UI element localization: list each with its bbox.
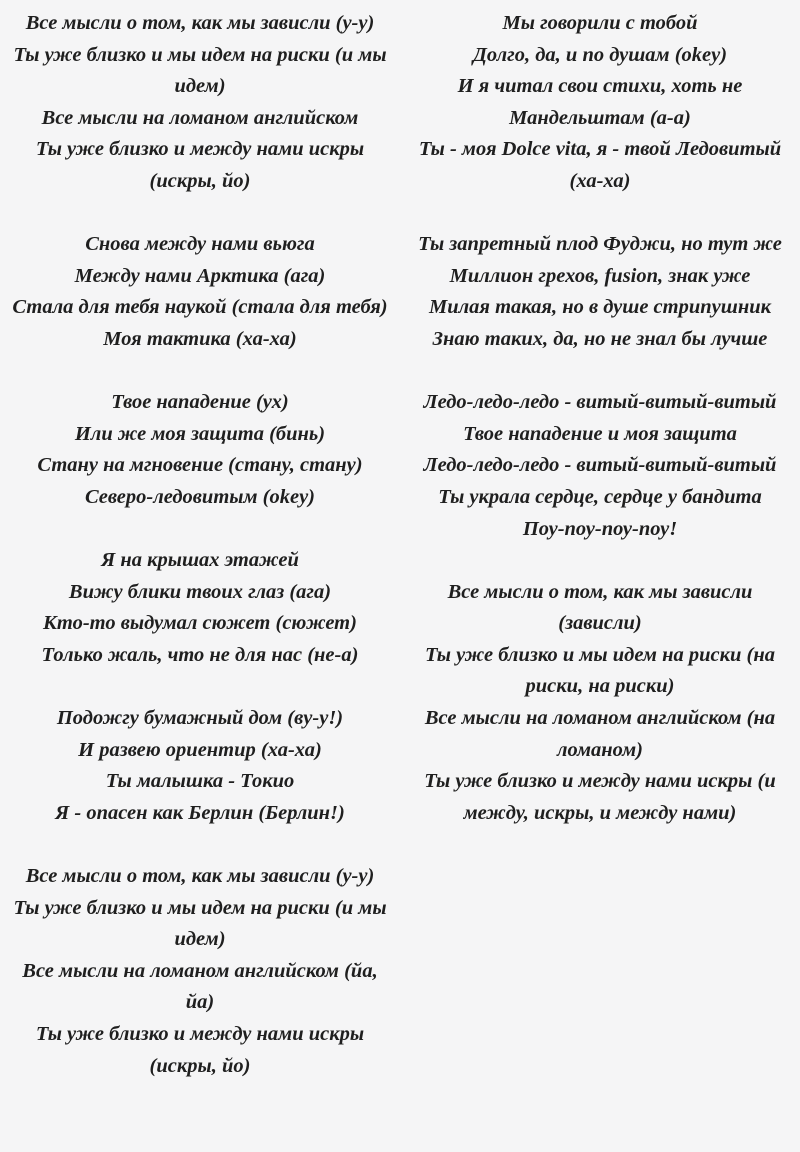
- lyric-line: Ты уже близко и между нами искры (и между, искры, и между нами): [424, 770, 776, 824]
- lyric-line: Знаю таких, да, но не знал бы лучше: [432, 327, 768, 350]
- lyric-line: Ты - моя Dolce vita, я - твой Ледовитый (ха-ха): [418, 138, 782, 192]
- lyric-line: Только жаль, что не для нас (не-а): [41, 643, 359, 666]
- lyric-line: Между нами Арктика (ага): [74, 264, 326, 287]
- lyric-line: Ты малышка - Токио: [105, 770, 295, 793]
- lyric-line: Стала для тебя наукой (стала для тебя): [12, 296, 388, 319]
- lyric-line: Ты уже близко и мы идем на риски (и мы идем): [13, 896, 387, 951]
- lyric-line: Ты украла сердце, сердце у бандита: [438, 485, 762, 508]
- lyrics-column-left: [0, 8, 400, 1114]
- lyric-line: И я читал свои стихи, хоть не Мандельштам (а-а): [457, 75, 743, 129]
- lyric-line: Твое нападение и моя защита: [463, 422, 737, 445]
- stanza: [406, 577, 794, 830]
- lyric-line: Я на крышах этажей: [101, 549, 299, 572]
- stanza: [406, 8, 794, 198]
- stanza: [6, 703, 394, 829]
- lyric-line: Все мысли на ломаном английском (на ломаном): [424, 707, 776, 761]
- lyric-line: Кто-то выдумал сюжет (сюжет): [43, 612, 357, 635]
- lyric-line: Ледо-ледо-ледо - витый-витый-витый: [423, 391, 777, 414]
- stanza: [6, 8, 394, 198]
- lyric-line: И развею ориентир (ха-ха): [78, 738, 322, 761]
- lyric-line: Милая такая, но в душе стрипушник: [428, 296, 771, 319]
- lyric-line: Все мысли о том, как мы зависли (зависли): [447, 580, 753, 635]
- stanza: [406, 229, 794, 355]
- lyric-line: Стану на мгновение (стану, стану): [37, 454, 363, 477]
- lyric-line: Ты уже близко и мы идем на риски (и мы идем): [13, 43, 387, 98]
- lyric-line: Снова между нами вьюга: [85, 233, 315, 256]
- lyric-line: Все мысли о том, как мы зависли (у-у): [25, 865, 375, 888]
- lyric-line: Ледо-ледо-ледо - витый-витый-витый: [423, 454, 777, 477]
- stanza: [6, 229, 394, 355]
- lyric-line: Или же моя защита (бинь): [74, 422, 326, 445]
- lyric-line: Долго, да, и по душам (okey): [472, 43, 728, 66]
- lyric-line: Все мысли на ломаном английском (йа, йа): [22, 959, 378, 1014]
- lyric-line: Твое нападение (ух): [111, 391, 289, 414]
- lyric-line: Миллион грехов, fusion, знак уже: [449, 264, 751, 287]
- stanza: [6, 861, 394, 1082]
- stanza: [6, 387, 394, 513]
- lyric-line: Ты уже близко и между нами искры (искры, йо): [35, 138, 365, 192]
- lyrics-column-right: [400, 8, 800, 1114]
- lyric-line: Северо-ледовитым (okey): [84, 485, 316, 508]
- lyric-line: Все мысли на ломаном английском: [41, 106, 359, 129]
- lyric-line: Ты уже близко и между нами искры (искры, йо): [35, 1023, 365, 1077]
- lyric-line: Все мысли о том, как мы зависли (у-у): [25, 12, 375, 34]
- lyric-line: Моя тактика (ха-ха): [103, 327, 297, 350]
- lyric-line: Ты уже близко и мы идем на риски (на риски, на риски): [425, 643, 775, 698]
- lyric-line: Мы говорили с тобой: [502, 12, 698, 34]
- lyric-line: Поу-поу-поу-поу!: [522, 517, 678, 540]
- lyric-line: Подожгу бумажный дом (ву-у!): [56, 707, 344, 730]
- stanza: [406, 387, 794, 545]
- stanza: [6, 545, 394, 671]
- lyric-line: Ты запретный плод Фуджи, но тут же: [418, 233, 782, 256]
- lyric-line: Вижу блики твоих глаз (ага): [68, 580, 332, 603]
- lyric-line: Я - опасен как Берлин (Берлин!): [55, 801, 345, 824]
